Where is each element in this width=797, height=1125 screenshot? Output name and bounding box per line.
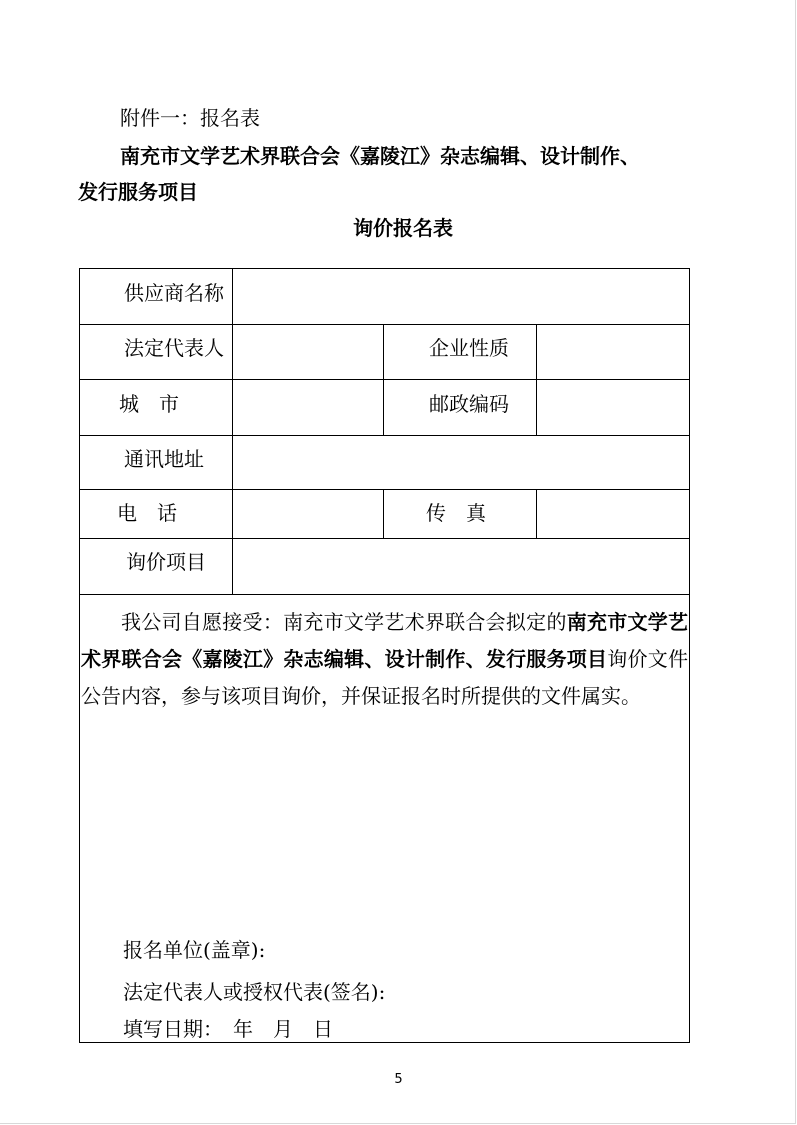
attachment-label: 附件一：报名表: [120, 106, 260, 130]
inquiry-project-field[interactable]: [233, 539, 689, 594]
postal-code-field[interactable]: [537, 380, 689, 435]
registration-form-table: [79, 268, 690, 1043]
city-label: 城 市: [119, 392, 179, 416]
enterprise-nature-label: 企业性质: [429, 336, 509, 360]
column-divider: [383, 324, 384, 435]
declaration-prefix: 我公司自愿接受：南充市文学艺术界联合会拟定的: [121, 610, 567, 634]
declaration-paragraph: [80, 604, 689, 715]
phone-label: 电 话: [117, 501, 177, 525]
fax-field[interactable]: [537, 490, 689, 538]
legal-rep-label: 法定代表人: [124, 336, 224, 360]
declaration-project: 南充市文学艺术界联合会《嘉陵江》杂志编辑、设计制作、发行服务项目: [81, 610, 688, 671]
city-field[interactable]: [233, 380, 383, 435]
row-divider: [80, 594, 689, 595]
address-field[interactable]: [233, 436, 689, 489]
phone-field[interactable]: [233, 490, 383, 538]
legal-rep-field[interactable]: [233, 325, 383, 379]
fax-label: 传 真: [426, 501, 486, 525]
supplier-name-field[interactable]: [233, 269, 689, 324]
postal-code-label: 邮政编码: [429, 392, 509, 416]
form-title: 询价报名表: [353, 216, 453, 240]
fill-date-label: 填写日期： 年 月 日: [123, 1017, 333, 1041]
enterprise-nature-field[interactable]: [537, 325, 689, 379]
signing-unit-label: 报名单位(盖章):: [123, 938, 266, 962]
project-title-line2: 发行服务项目: [78, 180, 198, 204]
project-title-line1: 南充市文学艺术界联合会《嘉陵江》杂志编辑、设计制作、: [120, 144, 640, 168]
inquiry-project-label: 询价项目: [126, 550, 206, 574]
page-number: 5: [394, 1072, 403, 1087]
supplier-name-label: 供应商名称: [124, 281, 224, 305]
column-divider: [383, 489, 384, 538]
legal-or-authorized-rep-label: 法定代表人或授权代表(签名):: [123, 980, 386, 1004]
declaration-suffix: 询价文件公告内容，参与该项目询价，并保证报名时所提供的文件属实。: [81, 647, 689, 708]
address-label: 通讯地址: [124, 447, 204, 471]
